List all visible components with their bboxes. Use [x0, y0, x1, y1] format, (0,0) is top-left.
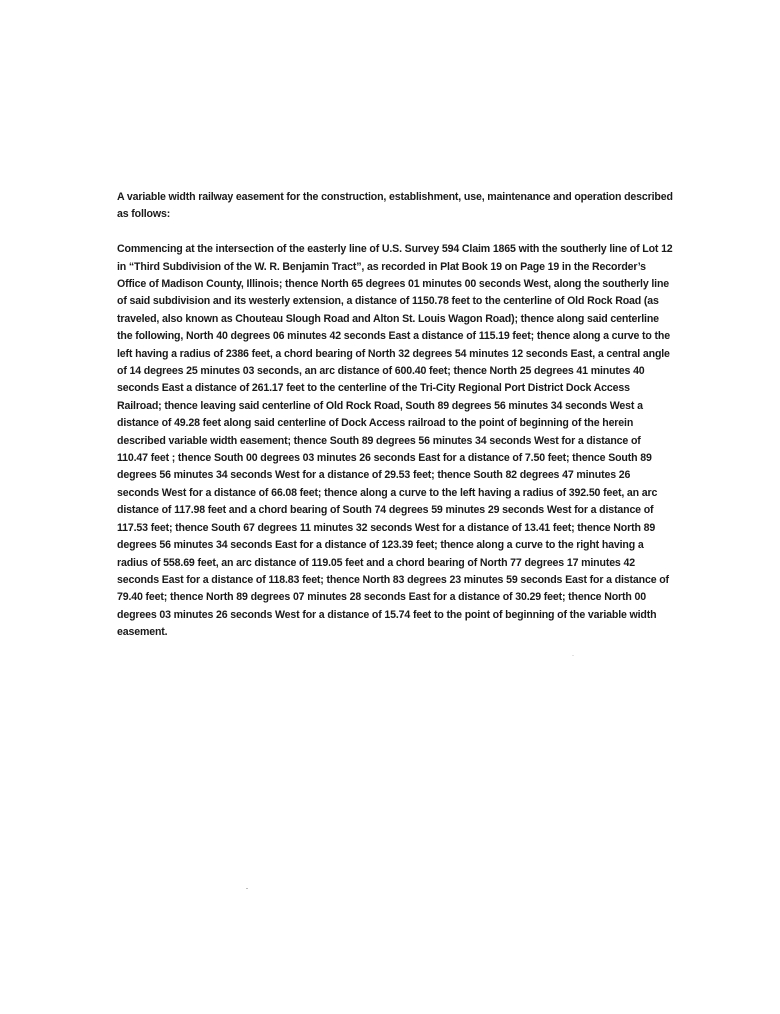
easement-description-block [117, 189, 673, 642]
legal-description-paragraph: Commencing at the intersection of the easterly line of U.S. Survey 594 Claim 1865 with the southerly line of Lot 12 in “Third Subdivision of the W. R. Benjamin Tract”, as recorded in Plat Book 19 on Page 19 in the Recorder’s Office of Madison County, Illinois; thence North 65 degrees 01 minutes 00 seconds West, along the southerly line of said subdivision and its westerly extension, a distance of 1150.78 feet to the centerline of Old Rock Road (as traveled, also known as Chouteau Slough Road and Alton St. Louis Wagon Road); thence along said centerline the following, North 40 degrees 06 minutes 42 seconds East a distance of 115.19 feet; thence along a curve to the left having a radius of 2386 feet, a chord bearing of North 32 degrees 54 minutes 12 seconds East, a central angle of 14 degrees 25 minutes 03 seconds, an arc distance of 600.40 feet; thence North 25 degrees 41 minutes 40 seconds East a distance of 261.17 feet to the centerline of the Tri-City Regional Port District Dock Access Railroad; thence leaving said centerline of Old Rock Road, South 89 degrees 56 minutes 34 seconds West a distance of 49.28 feet along said centerline of Dock Access railroad to the point of beginning of the herein described variable width easement; thence South 89 degrees 56 minutes 34 seconds West for a distance of 110.47 feet ; thence South 00 degrees 03 minutes 26 seconds East for a distance of 7.50 feet; thence South 89 degrees 56 minutes 34 seconds West for a distance of 29.53 feet; thence South 82 degrees 47 minutes 26 seconds West for a distance of 66.08 feet; thence along a curve to the left having a radius of 392.50 feet, an arc distance of 117.98 feet and a chord bearing of South 74 degrees 59 minutes 29 seconds West for a distance of 117.53 feet; thence South 67 degrees 11 minutes 32 seconds West for a distance of 13.41 feet; thence North 89 degrees 56 minutes 34 seconds East for a distance of 123.39 feet; thence along a curve to the right having a radius of 558.69 feet, an arc distance of 119.05 feet and a chord bearing of North 77 degrees 17 minutes 42 seconds East for a distance of 118.83 feet; thence North 83 degrees 23 minutes 59 seconds East for a distance of 79.40 feet; thence North 89 degrees 07 minutes 28 seconds East for a distance of 30.29 feet; thence North 00 degrees 03 minutes 26 seconds West for a distance of 15.74 feet to the point of beginning of the variable width easement. [117, 243, 673, 639]
intro-paragraph: A variable width railway easement for the construction, establishment, use, maintenance and operation described as follows: [117, 191, 673, 221]
scan-speck [246, 888, 248, 889]
scan-speck [572, 655, 574, 656]
